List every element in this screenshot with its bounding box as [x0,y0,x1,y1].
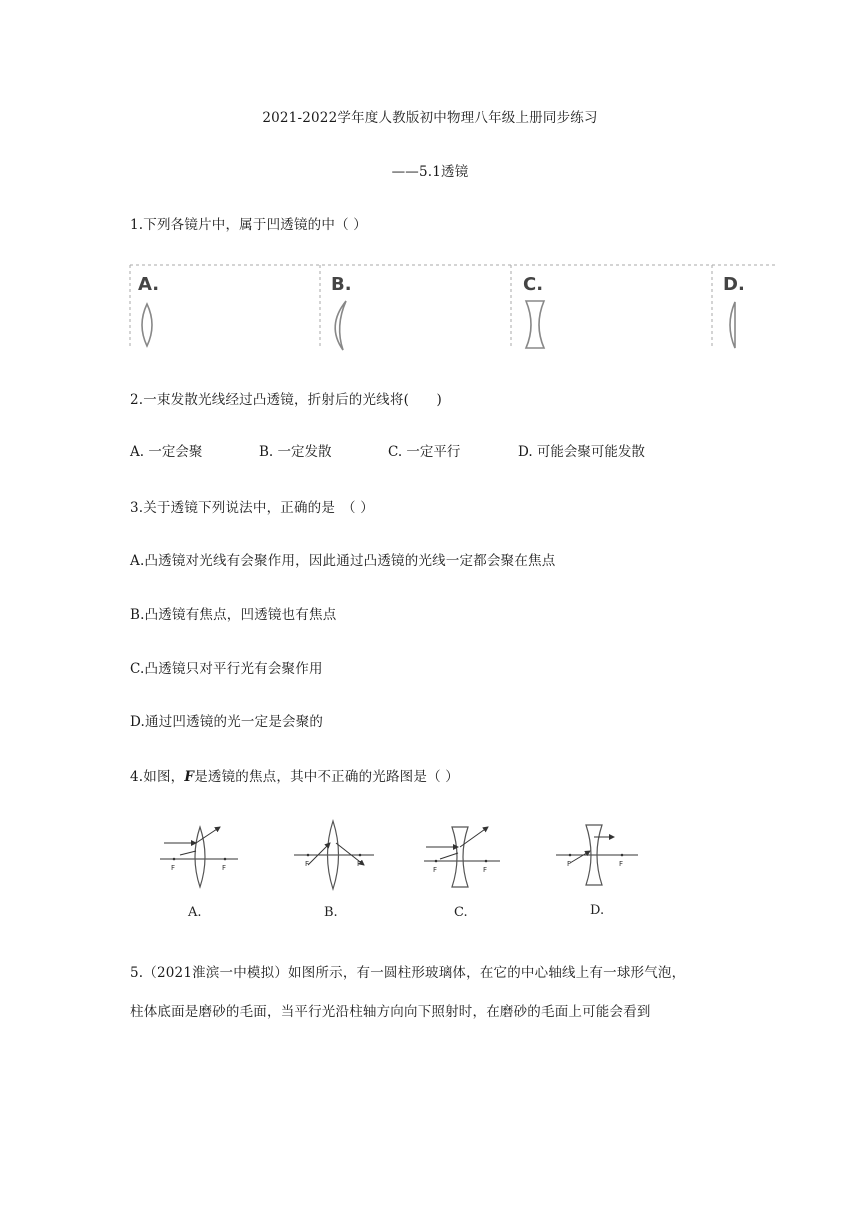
lens-option-d [723,274,745,348]
concave-lens-shape [452,827,468,887]
svg-text:F: F [357,860,362,868]
document-subtitle: ——5.1透镜 [391,164,469,180]
option-a: A. 一定会聚 [130,444,203,460]
question-3-option-a: A.凸透镜对光线有会聚作用，因此通过凸透镜的光线一定都会聚在焦点 [130,553,556,569]
question-5-line-1: 5.（2021淮滨一中模拟）如图所示，有一圆柱形玻璃体，在它的中心轴线上有一球形气泡， [130,965,686,981]
svg-text:F: F [483,866,488,874]
lens-option-b-label: B. [331,274,352,295]
diagram-c-label: C. [454,905,468,920]
svg-text:F: F [171,864,176,872]
diagram-a [160,827,238,920]
lens-option-c-label: C. [523,274,544,295]
svg-text:F: F [433,866,438,874]
biconvex-lens-shape [142,304,152,346]
svg-text:F: F [305,860,310,868]
option-d: D. 可能会聚可能发散 [518,444,645,460]
svg-text:F: F [222,864,227,872]
diagram-d [556,825,638,918]
question-3-option-b: B.凸透镜有焦点，凹透镜也有焦点 [130,607,337,623]
diagram-b [294,821,374,920]
diagram-d-label: D. [590,903,605,918]
lens-option-a [138,274,159,346]
lens-option-b [331,274,352,350]
question-5-line-2: 柱体底面是磨砂的毛面，当平行光沿柱轴方向向下照射时，在磨砂的毛面上可能会看到 [130,1004,651,1020]
lens-option-c [523,274,544,348]
document-title: 2021-2022学年度人教版初中物理八年级上册同步练习 [262,110,598,126]
question-4-text: 4.如图，F是透镜的焦点，其中不正确的光路图是（ ） [130,769,459,785]
question-3-option-c: C.凸透镜只对平行光有会聚作用 [130,661,323,677]
lens-option-d-label: D. [723,274,745,295]
question-1-text: 1.下列各镜片中，属于凹透镜的中（ ） [130,217,367,233]
question-2-text: 2.一束发散光线经过凸透镜，折射后的光线将( ) [130,392,442,408]
diagram-c [424,827,500,920]
question-3-option-d: D.通过凹透镜的光一定是会聚的 [130,714,324,730]
option-b: B. 一定发散 [259,444,332,460]
question-1-figure [130,262,780,352]
biconcave-lens-shape [526,301,544,348]
plano-convex-lens-shape [730,302,735,348]
svg-text:F: F [619,860,624,868]
diagram-a-label: A. [188,905,202,920]
svg-text:F: F [567,860,572,868]
question-3-text: 3.关于透镜下列说法中，正确的是 （ ） [130,500,374,516]
meniscus-lens-shape [335,301,346,350]
convex-lens-shape [195,827,205,887]
lens-option-a-label: A. [138,274,160,295]
focus-symbol: F [184,769,195,785]
option-c: C. 一定平行 [388,444,461,460]
question-4-figure [150,815,650,925]
diagram-b-label: B. [324,905,338,920]
